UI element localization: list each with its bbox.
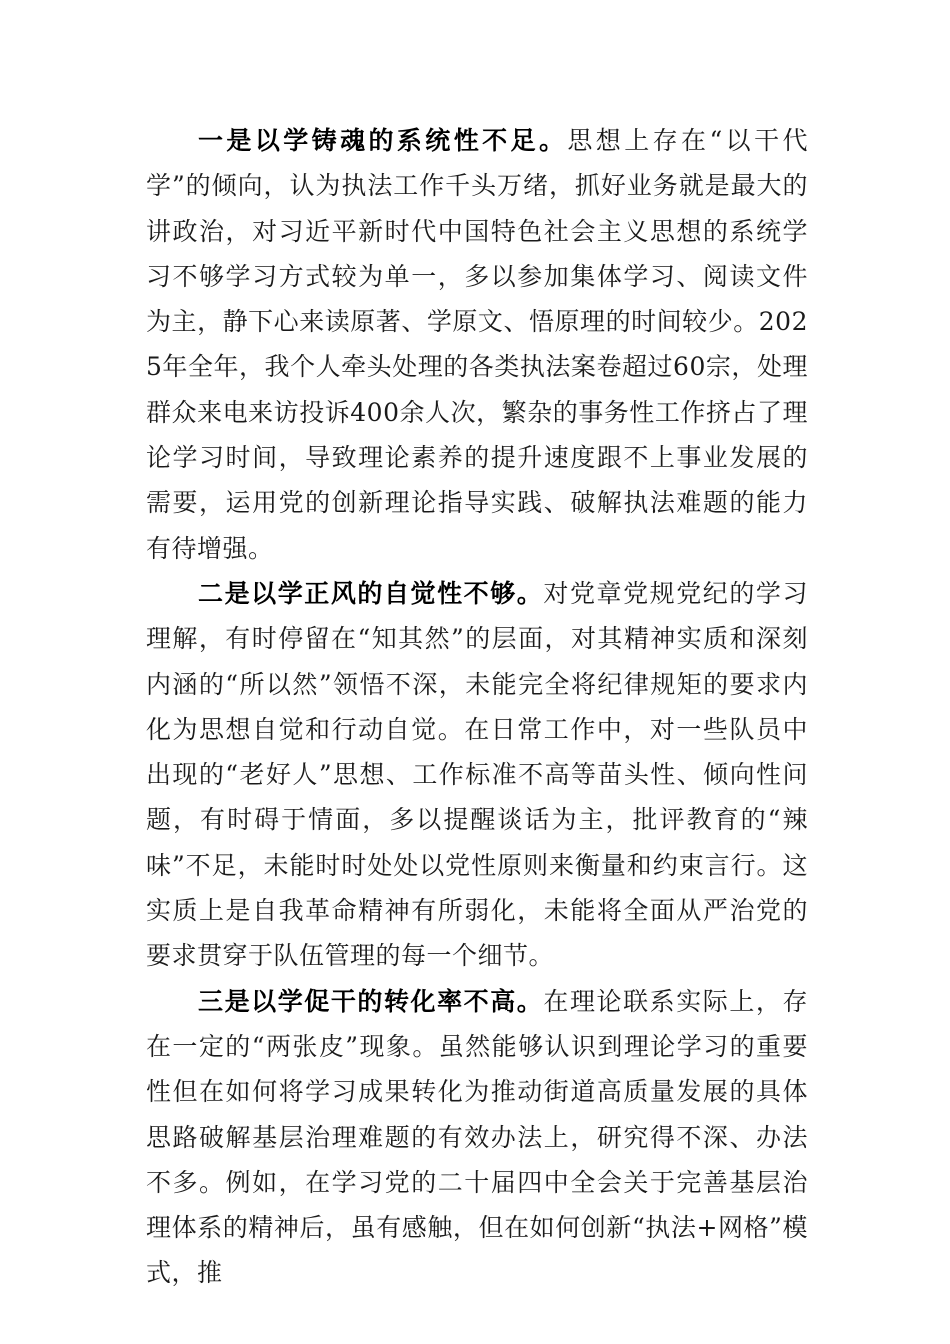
paragraph-2-heading: 二是以学正风的自觉性不够。 <box>198 578 544 608</box>
paragraph-3-heading: 三是以学促干的转化率不高。 <box>198 986 544 1016</box>
paragraph-2-text: 对党章党规党纪的学习理解，有时停留在“知其然”的层面，对其精神实质和深刻内涵的“所以然”领悟不深，未能完全将纪律规矩的要求内化为思想自觉和行动自觉。在日常工作中，对一些队员中出现的“老好人”思想、工作标准不高等苗头性、倾向性问题，有时碍于情面，多以提醒谈话为主，批评教育的“辣味”不足，未能时时处处以党性原则来衡量和约束言行。这实质上是自我革命精神有所弱化，未能将全面从严治党的要求贯穿于队伍管理的每一个细节。 <box>146 578 808 971</box>
paragraph-1-heading: 一是以学铸魂的系统性不足。 <box>198 126 568 155</box>
document-body <box>146 118 808 1296</box>
paragraph-3 <box>146 979 808 1296</box>
paragraph-2 <box>146 571 808 979</box>
paragraph-1-text: 思想上存在“以干代学”的倾向，认为执法工作千头万绪，抓好业务就是最大的讲政治，对习近平新时代中国特色社会主义思想的系统学习不够学习方式较为单一，多以参加集体学习、阅读文件为主，静下心来读原著、学原文、悟原理的时间较少。2025年全年，我个人牵头处理的各类执法案卷超过60宗，处理群众来电来访投诉400余人次，繁杂的事务性工作挤占了理论学习时间，导致理论素养的提升速度跟不上事业发展的需要，运用党的创新理论指导实践、破解执法难题的能力有待增强。 <box>146 126 808 563</box>
paragraph-3-text: 在理论联系实际上，存在一定的“两张皮”现象。虽然能够认识到理论学习的重要性但在如何将学习成果转化为推动街道高质量发展的具体思路破解基层治理难题的有效办法上，研究得不深、办法不多。例如，在学习党的二十届四中全会关于完善基层治理体系的精神后，虽有感触，但在如何创新“执法+网格”模式，推 <box>146 986 808 1288</box>
paragraph-1 <box>146 118 808 571</box>
